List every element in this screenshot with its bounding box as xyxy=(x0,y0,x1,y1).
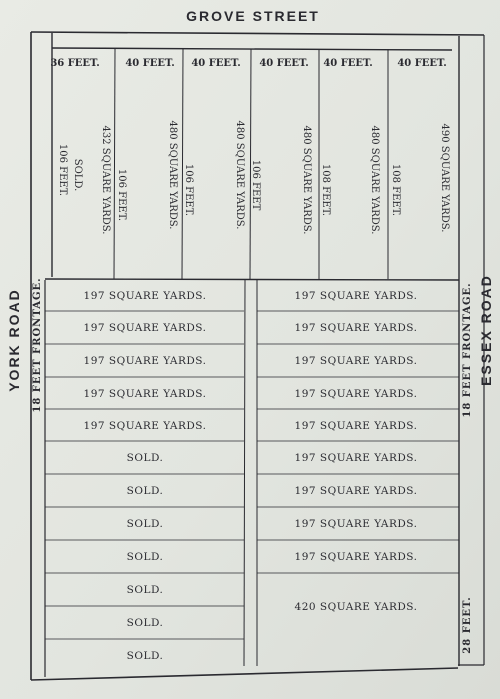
plot-row-label: SOLD. xyxy=(126,485,164,497)
plot-row-label: 197 SQUARE YARDS. xyxy=(294,485,418,497)
plot-row-label: 197 SQUARE YARDS. xyxy=(294,551,418,563)
plot-row-label: 197 SQUARE YARDS. xyxy=(294,452,418,464)
plot-row-label: 197 SQUARE YARDS. xyxy=(294,322,418,334)
plot-area-label: 432 SQUARE YARDS. xyxy=(100,125,111,235)
plot-depth-label: 106 FEET. xyxy=(57,143,68,197)
plot-frontage-label: 40 FEET. xyxy=(125,58,175,69)
plot-frontage-label: 40 FEET. xyxy=(191,58,241,69)
plot-area-label: 480 SQUARE YARDS. xyxy=(301,125,312,235)
plot-depth-label: 108 FEET. xyxy=(320,163,331,217)
plot-row-label: 197 SQUARE YARDS. xyxy=(83,420,207,432)
plot-row-label: 197 SQUARE YARDS. xyxy=(83,355,207,367)
large-plot-label: 420 SQUARE YARDS. xyxy=(294,601,418,613)
plot-row-label: SOLD. xyxy=(126,584,164,596)
plot-area-label: 480 SQUARE YARDS. xyxy=(234,120,245,230)
street-label-left: YORK ROAD xyxy=(6,288,22,392)
plot-area-label: 480 SQUARE YARDS. xyxy=(369,125,380,235)
plot-row-label: SOLD. xyxy=(126,617,164,629)
plot-depth-label: 106 FEET xyxy=(250,159,261,211)
plot-row-label: 197 SQUARE YARDS. xyxy=(294,355,418,367)
plot-frontage-label: 40 FEET. xyxy=(259,58,309,69)
plot-row-label: 197 SQUARE YARDS. xyxy=(294,290,418,302)
plot-frontage-label: 36 FEET. xyxy=(50,58,100,69)
plot-row-label: 197 SQUARE YARDS. xyxy=(83,322,207,334)
plot-row-label: 197 SQUARE YARDS. xyxy=(294,518,418,530)
plot-row-label: SOLD. xyxy=(126,518,164,530)
plot-row-label: 197 SQUARE YARDS. xyxy=(83,290,207,302)
street-label-right: ESSEX ROAD xyxy=(478,274,494,386)
plot-frontage-label: 40 FEET. xyxy=(397,58,447,69)
plot-row-label: SOLD. xyxy=(126,650,164,662)
right-frontage-label: 18 FEET FRONTAGE. xyxy=(462,282,473,418)
plot-row-label: 197 SQUARE YARDS. xyxy=(294,388,418,400)
plot-depth-label: 106 FEET. xyxy=(116,168,127,222)
street-label-top: GROVE STREET xyxy=(186,8,320,24)
bottom-right-width-label: 28 FEET. xyxy=(462,596,473,654)
plot-area-label: 490 SQUARE YARDS. xyxy=(439,123,450,233)
plot-area-label: 480 SQUARE YARDS. xyxy=(167,120,178,230)
plot-status-label: SOLD. xyxy=(72,158,83,192)
plot-row-label: 197 SQUARE YARDS. xyxy=(83,388,207,400)
left-frontage-label: 18 FEET FRONTAGE. xyxy=(32,277,43,413)
plot-depth-label: 106 FEET. xyxy=(183,163,194,217)
plot-row-label: 197 SQUARE YARDS. xyxy=(294,420,418,432)
plot-depth-label: 108 FEET. xyxy=(390,163,401,217)
plot-row-label: SOLD. xyxy=(126,452,164,464)
plot-row-label: SOLD. xyxy=(126,551,164,563)
plot-frontage-label: 40 FEET. xyxy=(323,58,373,69)
